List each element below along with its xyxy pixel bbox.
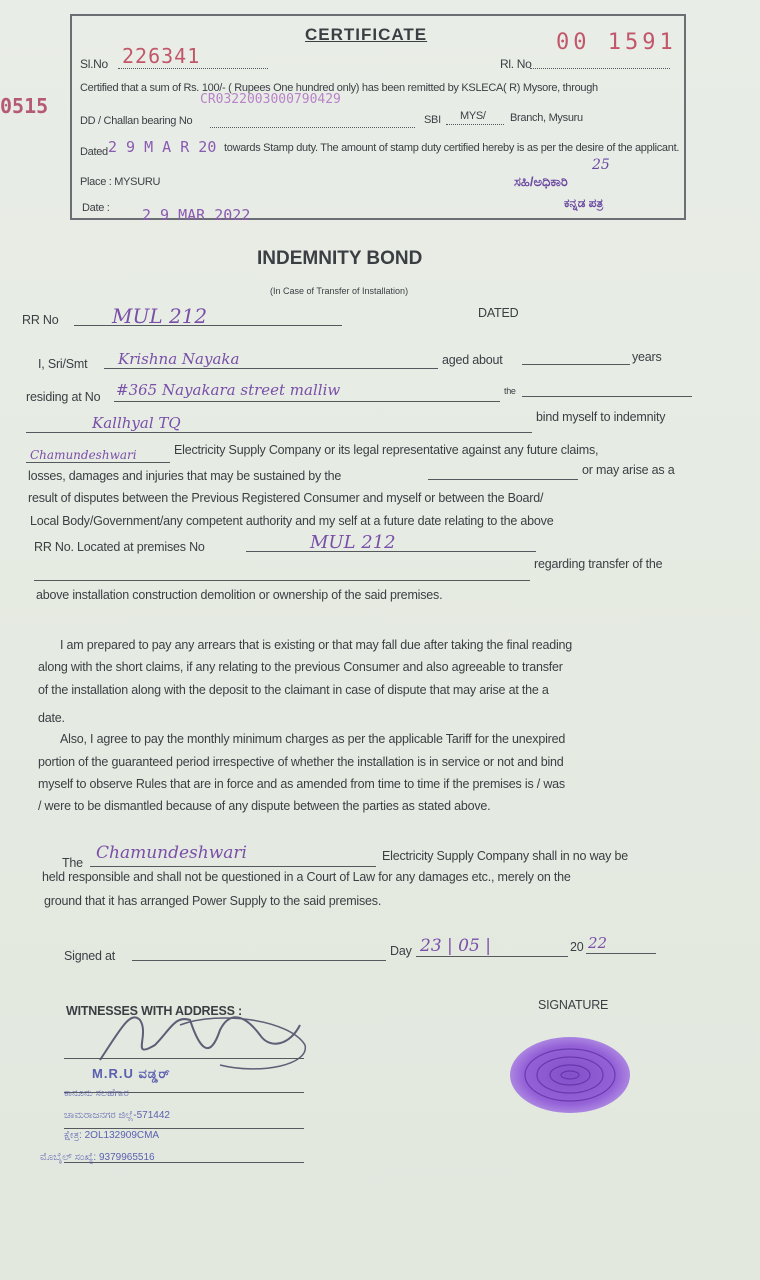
address-value: #365 Nayakara street malliw	[116, 381, 341, 399]
year-value: 22	[588, 934, 608, 952]
bond-subtitle: (In Case of Transfer of Installation)	[270, 286, 409, 296]
dd-challan-label: DD / Challan bearing No	[80, 115, 193, 127]
aged-label: aged about	[442, 353, 503, 367]
name-label: I, Sri/Smt	[38, 357, 88, 371]
company-line-2	[90, 866, 376, 867]
signature-label: SIGNATURE	[538, 998, 609, 1012]
para2-line-2: along with the short claims, if any relating to the previous Consumer and also agreeable to transfer	[38, 660, 563, 674]
witness-label: WITNESSES WITH ADDRESS :	[66, 1004, 242, 1018]
company-value: Chamundeshwari	[30, 448, 137, 462]
company-value-2: Chamundeshwari	[96, 843, 247, 863]
sl-no-line	[118, 68, 268, 69]
branch-value: MYS/	[460, 110, 486, 122]
day-label: Day	[390, 944, 412, 958]
para1-line1: Electricity Supply Company or its legal representative against any future claims,	[174, 443, 599, 457]
thumbprint-mark	[505, 1030, 635, 1120]
address-line2: Kallhyal TQ	[92, 414, 181, 432]
para1-line2b: or may arise as a	[582, 463, 675, 477]
witness-stamp-line3: ಚಾಮರಾಜನಗರ ಜಿಲ್ಲೆ-571442	[64, 1110, 170, 1121]
premises-value: MUL 212	[310, 532, 396, 553]
signed-at-label: Signed at	[64, 949, 116, 963]
rr-no-value: MUL 212	[112, 304, 208, 328]
year-prefix: 20	[570, 940, 584, 954]
para1-line4: Local Body/Government/any competent authority and my self at a future date relating to the above	[30, 514, 554, 528]
cert-line1: Certified that a sum of Rs. 100/- ( Rupees One hundred only) has been remitted by KSLECA( R) Mysore, through	[80, 82, 598, 94]
place-label: Place : MYSURU	[80, 176, 161, 188]
witness-stamp-line5: ಮೊಬೈಲ್ ಸಂಖ್ಯೆ: 9379965516	[40, 1152, 155, 1163]
day-value: 23 | 05 |	[420, 936, 491, 956]
sbi-label: SBI	[424, 114, 441, 126]
bind-text: bind myself to indemnity	[536, 410, 666, 424]
officer-kannada-2: ಕನ್ನಡ ಪತ್ರ	[564, 196, 604, 210]
branch-line	[446, 124, 504, 125]
margin-number: 0515	[0, 94, 49, 118]
officer-kannada: ಸಹಿ/ಅಧಿಕಾರಿ	[514, 174, 568, 189]
the-label-2: The	[62, 856, 83, 870]
para4-line3: ground that it has arranged Power Supply to the said premises.	[44, 894, 382, 908]
witness-stamp-line2: ಕಾನೂನು ಸಲಹೆಗಾರ	[64, 1088, 129, 1099]
dated-label-bond: DATED	[478, 306, 519, 320]
residing-line	[114, 401, 500, 402]
bond-title: INDEMNITY BOND	[257, 248, 423, 269]
witness-stamp-name: M.R.U ವಡ್ಡರ್	[92, 1066, 171, 1081]
dated-value: 2 9 M A R 20	[108, 138, 217, 156]
company-line	[26, 462, 170, 463]
sustained-line	[428, 479, 578, 480]
aged-line	[522, 364, 630, 365]
stamp-duty-text: towards Stamp duty. The amount of stamp duty certified hereby is as per the desire of the applicant.	[224, 142, 680, 154]
rr-no-label: RR No	[22, 313, 59, 327]
para2-line-3: of the installation along with the deposit to the claimant in case of dispute that may arise at the a	[38, 683, 549, 697]
dated-label: Dated	[80, 146, 108, 158]
para3-line-3: myself to observe Rules that are in force and as amended from time to time if the premises is / was	[38, 777, 565, 791]
para2-line-1: I am prepared to pay any arrears that is existing or that may fall due after taking the final reading	[60, 638, 573, 652]
date-label: Date :	[82, 202, 110, 214]
para3-line-4: / were to be dismantled because of any dispute between the parties as stated above.	[38, 799, 491, 813]
certificate-title: CERTIFICATE	[305, 25, 428, 44]
stamp-number: 00 1591	[556, 30, 677, 55]
witness-line-3	[64, 1128, 304, 1129]
para4-line1: Electricity Supply Company shall in no way be	[382, 849, 628, 863]
para3-line-2: portion of the guaranteed period irrespective of whether the installation is in service or not and bind	[38, 755, 564, 769]
rl-no-line	[530, 68, 670, 69]
para4-line2: held responsible and shall not be questioned in a Court of Law for any damages etc., merely on the	[42, 870, 571, 884]
name-value: Krishna Nayaka	[118, 350, 240, 368]
branch-text: Branch, Mysuru	[510, 112, 583, 124]
para1-line3: result of disputes between the Previous Registered Consumer and myself or between the Board/	[28, 491, 544, 505]
regarding-text: regarding transfer of the	[534, 557, 663, 571]
residing-label: residing at No	[26, 390, 101, 404]
year-line	[586, 953, 656, 954]
years-label: years	[632, 350, 662, 364]
name-line	[104, 368, 438, 369]
regarding-line	[34, 580, 530, 581]
the-label: the	[504, 386, 516, 396]
rl-no-label: Rl. No	[500, 57, 532, 71]
the-line	[522, 396, 692, 397]
witness-stamp-line4: ಕ್ಷೇತ್ರ: 2OL132909CMA	[64, 1130, 160, 1141]
address2-line	[26, 432, 532, 433]
sl-no-label: Sl.No	[80, 57, 108, 71]
officer-number: 25	[592, 157, 610, 173]
premises-label: RR No. Located at premises No	[34, 540, 205, 554]
para3-line-1: Also, I agree to pay the monthly minimum charges as per the applicable Tariff for the unexpired	[60, 732, 566, 746]
witness-line-1	[64, 1058, 304, 1059]
para1-line2a: losses, damages and injuries that may be sustained by the	[28, 469, 342, 483]
challan-line	[210, 127, 415, 128]
sl-no-value: 226341	[122, 44, 201, 68]
day-line	[416, 956, 568, 957]
signed-at-line	[132, 960, 386, 961]
para1-end: above installation construction demolition or ownership of the said premises.	[36, 588, 443, 602]
challan-number: CR0322003000790429	[200, 92, 341, 107]
para2-line-4: date.	[38, 711, 65, 725]
date-value: 2 9 MAR 2022	[142, 206, 251, 224]
